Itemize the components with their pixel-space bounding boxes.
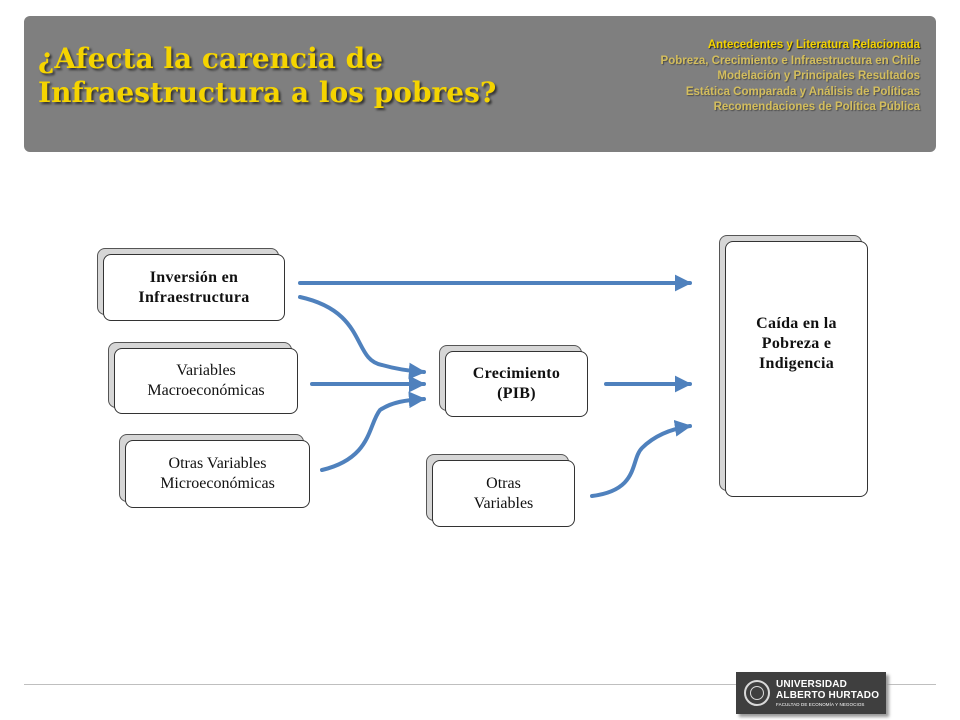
box-micro-line2: Microeconómicas [160, 475, 275, 492]
arrow-otras-to-outcome [592, 426, 690, 496]
box-outcome-line1: Caída en la [756, 315, 837, 332]
box-otras-line1: Otras [486, 474, 521, 492]
box-caida-pobreza [725, 241, 868, 497]
nav-item-modelacion[interactable]: Modelación y Principales Resultados [717, 70, 920, 83]
nav-item-recomendaciones[interactable]: Recomendaciones de Política Pública [713, 101, 920, 114]
box-inversion-infraestructura [103, 254, 285, 321]
box-outcome-line3: Indigencia [758, 355, 834, 372]
box-otras-variables-micro [125, 440, 310, 508]
box-inversion-line1: Inversión en [149, 268, 239, 286]
arrow-micro-to-crecimiento [322, 399, 424, 470]
box-crecimiento-line1: Crecimiento [472, 365, 561, 382]
box-micro-line1: Otras Variables [168, 455, 267, 472]
box-outcome-line2: Pobreza e [761, 335, 832, 352]
box-crecimiento-pib [445, 351, 588, 417]
box-crecimiento-line2: (PIB) [497, 385, 536, 402]
logo-line2: ALBERTO HURTADO [776, 689, 880, 701]
university-logo [736, 672, 886, 714]
nav-item-pobreza[interactable]: Pobreza, Crecimiento e Infraestructura en Chile [660, 54, 920, 67]
box-variables-macroeconomicas [114, 348, 298, 414]
slide-title: ¿Afecta la carencia de Infraestructura a los pobres? [38, 42, 497, 109]
logo-line3: FACULTAD DE ECONOMÍA Y NEGOCIOS [776, 701, 865, 707]
nav-item-estatica[interactable]: Estática Comparada y Análisis de Políticas [685, 85, 920, 98]
university-seal-icon [744, 680, 770, 706]
box-macro-line1: Variables [176, 362, 236, 379]
logo-line1: UNIVERSIDAD [776, 678, 848, 690]
box-macro-line2: Macroeconómicas [147, 382, 265, 399]
box-otras-line2: Variables [473, 494, 534, 512]
nav-item-antecedentes[interactable]: Antecedentes y Literatura Relacionada [707, 39, 920, 51]
box-inversion-line2: Infraestructura [138, 288, 250, 306]
box-otras-variables [432, 460, 575, 527]
arrow-inversion-to-crecimiento [300, 297, 424, 372]
